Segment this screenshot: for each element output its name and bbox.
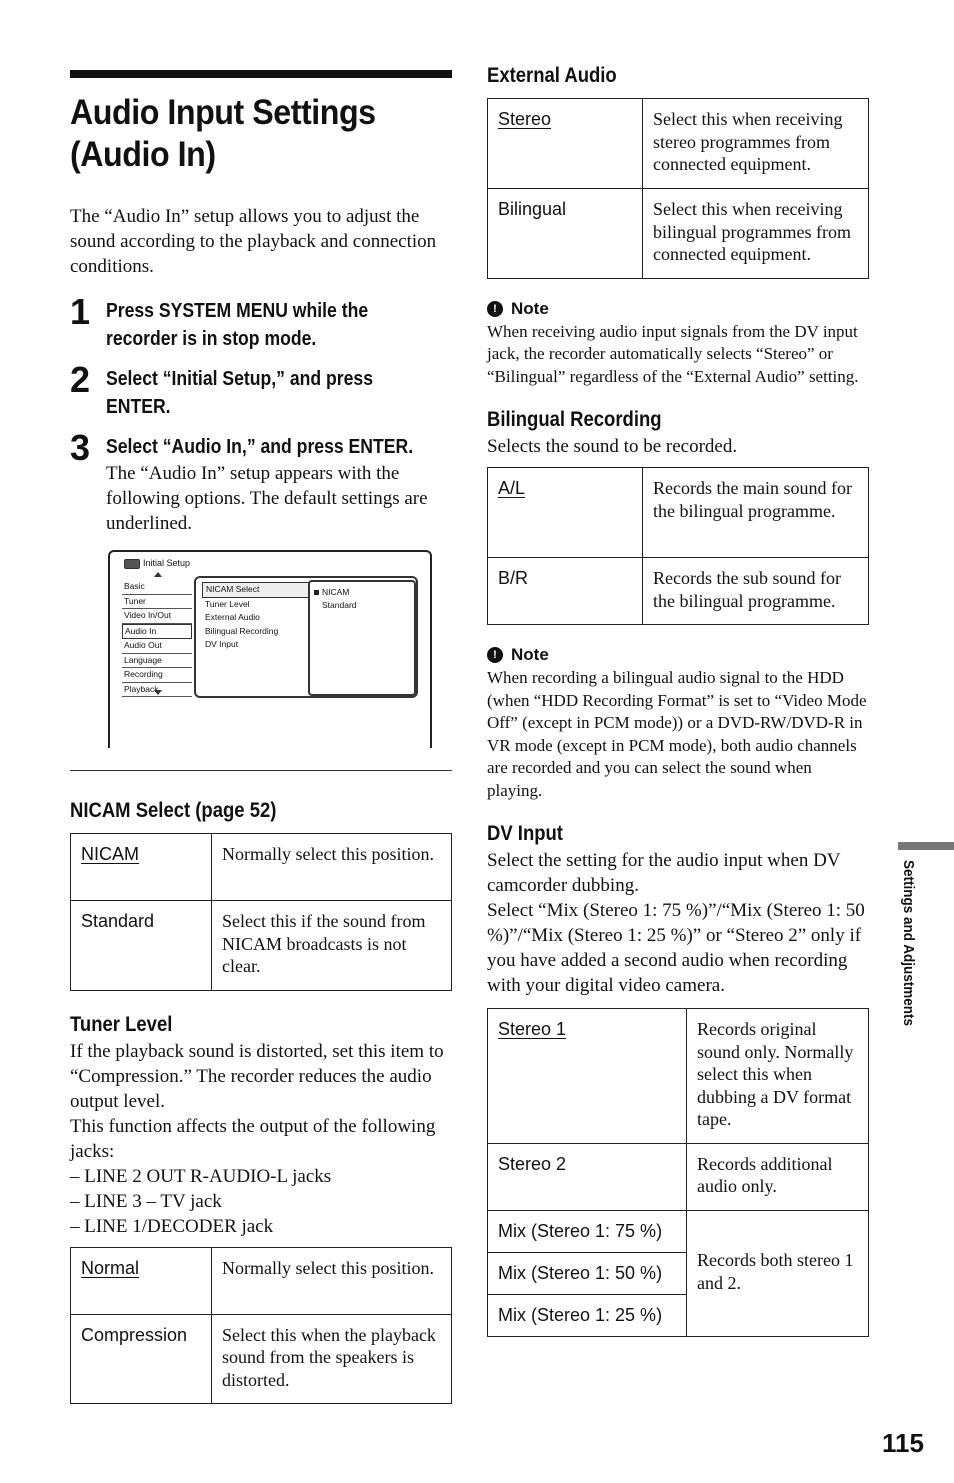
table-row (488, 1143, 869, 1210)
jack-item: – LINE 2 OUT R-AUDIO-L jacks (70, 1165, 332, 1187)
tuner-heading: Tuner Level (70, 1012, 173, 1036)
nicam-table (70, 833, 452, 991)
table-key: Mix (Stereo 1: 50 %) (488, 1252, 687, 1294)
table-key: Compression (71, 1314, 212, 1404)
table-value: Select this when receiving stereo programmes from connected equipment. (643, 99, 869, 189)
page-number: 115 (882, 1428, 924, 1458)
screen-header-label: Initial Setup (143, 558, 191, 568)
default-option: Normal (81, 1257, 140, 1278)
note-label: Note (511, 645, 549, 664)
step-body: The “Audio In” setup appears with the following options. The default settings are underlined. (106, 463, 428, 534)
default-option: A/L (498, 478, 526, 498)
step-text-line: recorder is in stop mode. (106, 328, 317, 350)
note-icon: ! (487, 301, 503, 317)
screen-option: Bilingual Recording (205, 625, 279, 636)
screen-sub-option (310, 586, 414, 599)
screen-sub-option-label: NICAM (322, 587, 350, 597)
step-text-line: Select “Audio In,” and press ENTER. (106, 436, 414, 458)
screen-menu-item: Audio Out (122, 639, 192, 654)
table-key: Standard (71, 901, 212, 991)
dv-input-table (487, 1008, 869, 1337)
tuner-table (70, 1247, 452, 1405)
table-key (488, 99, 643, 189)
note-body: When receiving audio input signals from the DV input jack, the recorder automatically selects “Stereo” or “Bilingual” regardless of the “External Audio” setting. (487, 321, 859, 386)
step-number: 1 (70, 291, 91, 332)
table-key (488, 1009, 687, 1144)
screen-option: DV Input (205, 639, 239, 649)
screen-menu-item: Playback (122, 683, 192, 698)
intro-text: The “Audio In” setup allows you to adjust the sound according to the playback and connection conditions. (70, 206, 437, 277)
external-audio-table (487, 98, 869, 279)
scroll-down-icon (154, 690, 162, 695)
step-3 (70, 427, 452, 536)
table-value: Select this when receiving bilingual programmes from connected equipment. (643, 189, 869, 279)
step-2 (70, 359, 452, 421)
screen-menu-item: Tuner (122, 595, 192, 610)
screen-options-panel (194, 576, 418, 698)
table-row (488, 468, 869, 558)
table-value: Records both stereo 1 and 2. (687, 1210, 869, 1336)
table-row (71, 901, 452, 991)
table-value: Select this when the playback sound from the speakers is distorted. (212, 1314, 452, 1404)
step-text-line: Select “Initial Setup,” and press (106, 368, 374, 390)
table-key (488, 468, 643, 558)
table-key (71, 1247, 212, 1314)
section-divider (70, 770, 452, 771)
dv-body: Select the setting for the audio input when DV camcorder dubbing. (487, 850, 841, 896)
setup-screen-illustration (108, 550, 432, 748)
note-label: Note (511, 298, 549, 318)
screen-menu-item: Language (122, 654, 192, 669)
table-value: Select this if the sound from NICAM broadcasts is not clear. (212, 901, 452, 991)
note-heading (487, 299, 869, 319)
jack-item: – LINE 1/DECODER jack (70, 1215, 274, 1237)
table-row (488, 1009, 869, 1144)
note-icon: ! (487, 647, 503, 663)
table-row (71, 1247, 452, 1314)
table-row (71, 834, 452, 901)
table-value: Records the main sound for the bilingual programme. (643, 468, 869, 558)
jack-item: – LINE 3 – TV jack (70, 1190, 222, 1212)
setup-icon (124, 559, 140, 569)
screen-option: External Audio (205, 612, 260, 622)
table-value: Normally select this position. (212, 1247, 452, 1314)
table-value: Records additional audio only. (687, 1143, 869, 1210)
dv-body: Select “Mix (Stereo 1: 75 %)”/“Mix (Stereo 1: 50 %)”/“Mix (Stereo 1: 25 %)” or “Stereo 2” only if you have added a second audio when recording with your digital video camera. (487, 900, 865, 996)
section-label: Settings and Adjustments (900, 860, 917, 1027)
left-column (70, 70, 452, 1404)
screen-sub-option: Standard (322, 600, 357, 610)
scroll-up-icon (154, 572, 162, 577)
screen-options (202, 582, 310, 652)
step-1 (70, 291, 452, 353)
note-body: When recording a bilingual audio signal to the HDD (when “HDD Recording Format” is set to “Video Mode Off” (except in PCM mode)) or a DVD-RW/DVD-R in VR mode (except in PCM mode), both audio channels are recorded and you can select the sound when playing. (487, 668, 867, 800)
table-row (488, 189, 869, 279)
title-rule (70, 70, 452, 78)
section-tab (898, 842, 954, 850)
bilingual-heading: Bilingual Recording (487, 408, 662, 431)
step-number: 3 (70, 427, 91, 468)
screen-menu-item: Video In/Out (122, 609, 192, 624)
bilingual-table (487, 467, 869, 625)
table-key: Mix (Stereo 1: 75 %) (488, 1210, 687, 1252)
table-key: B/R (488, 558, 643, 625)
table-row (488, 558, 869, 625)
default-option: Stereo 1 (498, 1019, 567, 1039)
bullet-icon (314, 590, 319, 595)
table-row (488, 99, 869, 189)
screen-menu (122, 580, 192, 697)
default-option: NICAM (81, 844, 139, 864)
external-audio-heading: External Audio (487, 64, 617, 87)
table-key (71, 834, 212, 901)
screen-menu-item: Recording (122, 668, 192, 683)
tuner-body: If the playback sound is distorted, set this item to “Compression.” The recorder reduces the audio output level. (70, 1040, 444, 1112)
screen-option: Tuner Level (205, 598, 250, 609)
screen-menu-item: Basic (122, 580, 192, 595)
nicam-heading: NICAM Select (page 52) (70, 799, 277, 822)
dv-input-heading: DV Input (487, 822, 563, 845)
screen-menu-item-selected: Audio In (122, 624, 192, 640)
step-text-line: Press SYSTEM MENU while the (106, 300, 369, 322)
screen-sub-options (308, 580, 416, 696)
note-heading (487, 645, 869, 665)
default-option: Stereo (498, 109, 552, 129)
step-text-line: ENTER. (106, 396, 171, 418)
step-number: 2 (70, 359, 91, 400)
table-row (488, 1210, 869, 1252)
bilingual-body: Selects the sound to be recorded. (487, 436, 738, 457)
tuner-body: This function affects the output of the following jacks: (70, 1115, 436, 1162)
table-key: Bilingual (488, 189, 643, 279)
table-row (71, 1314, 452, 1404)
table-key: Mix (Stereo 1: 25 %) (488, 1294, 687, 1336)
screen-header (124, 558, 190, 569)
page-title: Audio Input Settings (Audio In) (70, 93, 376, 174)
table-value: Records the sub sound for the bilingual programme. (643, 558, 869, 625)
table-value: Normally select this position. (212, 834, 452, 901)
table-value: Records original sound only. Normally select this when dubbing a DV format tape. (687, 1009, 869, 1144)
screen-option-selected: NICAM Select (202, 582, 310, 598)
table-key: Stereo 2 (488, 1143, 687, 1210)
right-column (487, 62, 869, 1337)
